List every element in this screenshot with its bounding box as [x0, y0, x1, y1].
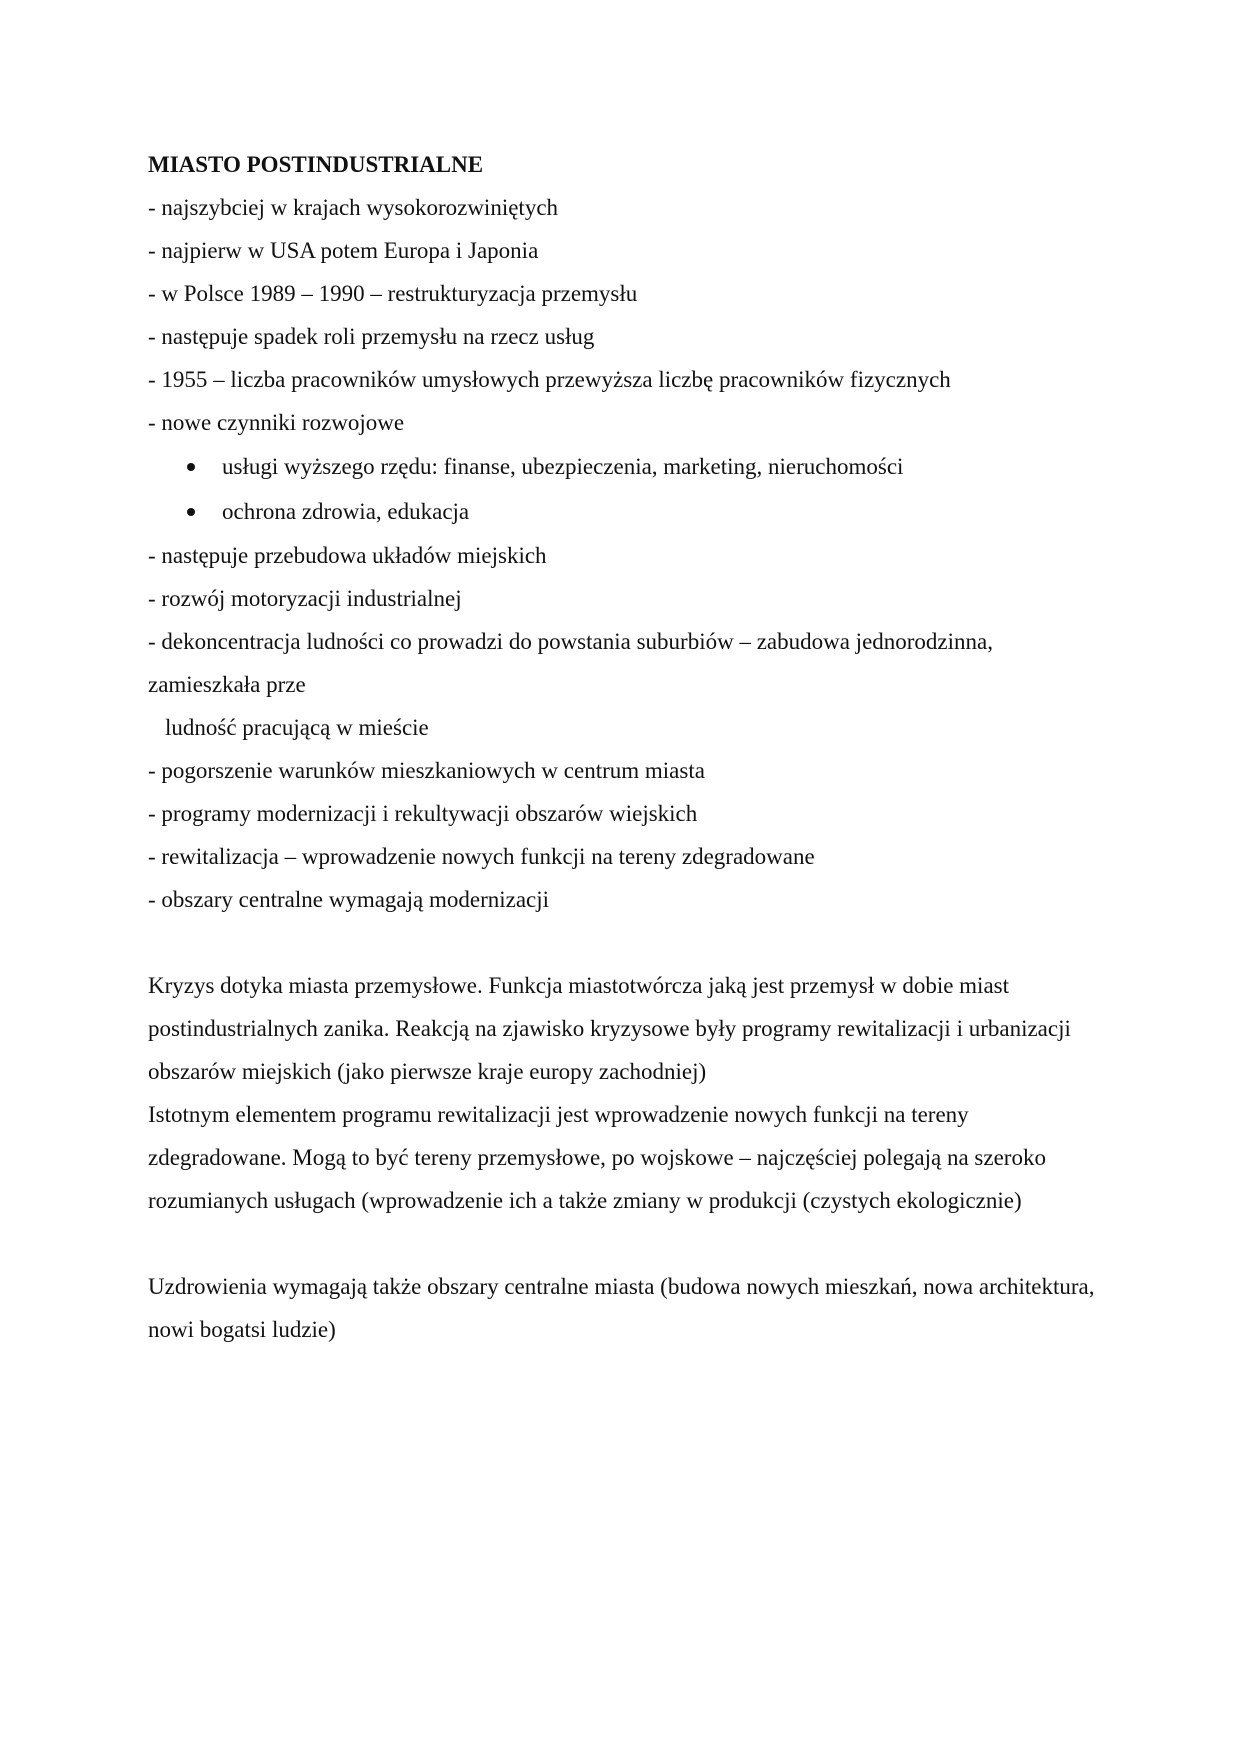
list-item: - następuje spadek roli przemysłu na rzecz usług: [148, 324, 595, 349]
list-item: - programy modernizacji i rekultywacji obszarów wiejskich: [148, 801, 698, 826]
list-item: - następuje przebudowa układów miejskich: [148, 543, 547, 568]
list-item: - w Polsce 1989 – 1990 – restrukturyzacja przemysłu: [148, 281, 638, 306]
bullet-item: [148, 444, 1108, 489]
spacer: [148, 1222, 1108, 1265]
list-item: - rozwój motoryzacji industrialnej: [148, 586, 462, 611]
list-item: - najpierw w USA potem Europa i Japonia: [148, 238, 539, 263]
document-title: MIASTO POSTINDUSTRIALNE: [148, 152, 484, 177]
bullet-text: usługi wyższego rzędu: finanse, ubezpieczenia, marketing, nieruchomości: [222, 454, 904, 479]
bullet-item: [148, 489, 1108, 534]
spacer: [148, 921, 1108, 964]
paragraph: Kryzys dotyka miasta przemysłowe. Funkcja miastotwórcza jaką jest przemysł w dobie miast postindustrialnych zanika. Reakcją na zjawisko kryzysowe były programy rewitalizacji i urbanizacji obszarów miejskich (jako pierwsze kraje europy zachodniej): [148, 973, 1071, 1084]
bullet-text: ochrona zdrowia, edukacja: [222, 499, 470, 524]
list-item: - obszary centralne wymagają modernizacji: [148, 887, 550, 912]
bullet-list: [148, 444, 1108, 534]
paragraph: Istotnym elementem programu rewitalizacji jest wprowadzenie nowych funkcji na tereny zdegradowane. Mogą to być tereny przemysłowe, po wojskowe – najczęściej polegają na szeroko rozumianych usługach (wprowadzenie ich a także zmiany w produkcji (czystych ekologicznie): [148, 1102, 1046, 1213]
list-item: - 1955 – liczba pracowników umysłowych przewyższa liczbę pracowników fizycznych: [148, 367, 951, 392]
list-item-continuation: ludność pracującą w mieście: [165, 715, 429, 740]
paragraph: Uzdrowienia wymagają także obszary centralne miasta (budowa nowych mieszkań, nowa architektura, nowi bogatsi ludzie): [148, 1274, 1095, 1342]
document-page: [148, 143, 1108, 1351]
bullet-icon: [187, 508, 195, 516]
bullet-icon: [187, 463, 195, 471]
list-item: - dekoncentracja ludności co prowadzi do powstania suburbiów – zabudowa jednorodzinna, zamieszkała prze: [148, 629, 993, 697]
list-item: - rewitalizacja – wprowadzenie nowych funkcji na tereny zdegradowane: [148, 844, 815, 869]
list-item: - pogorszenie warunków mieszkaniowych w centrum miasta: [148, 758, 705, 783]
list-item: - najszybciej w krajach wysokorozwiniętych: [148, 195, 559, 220]
list-item: - nowe czynniki rozwojowe: [148, 410, 405, 435]
